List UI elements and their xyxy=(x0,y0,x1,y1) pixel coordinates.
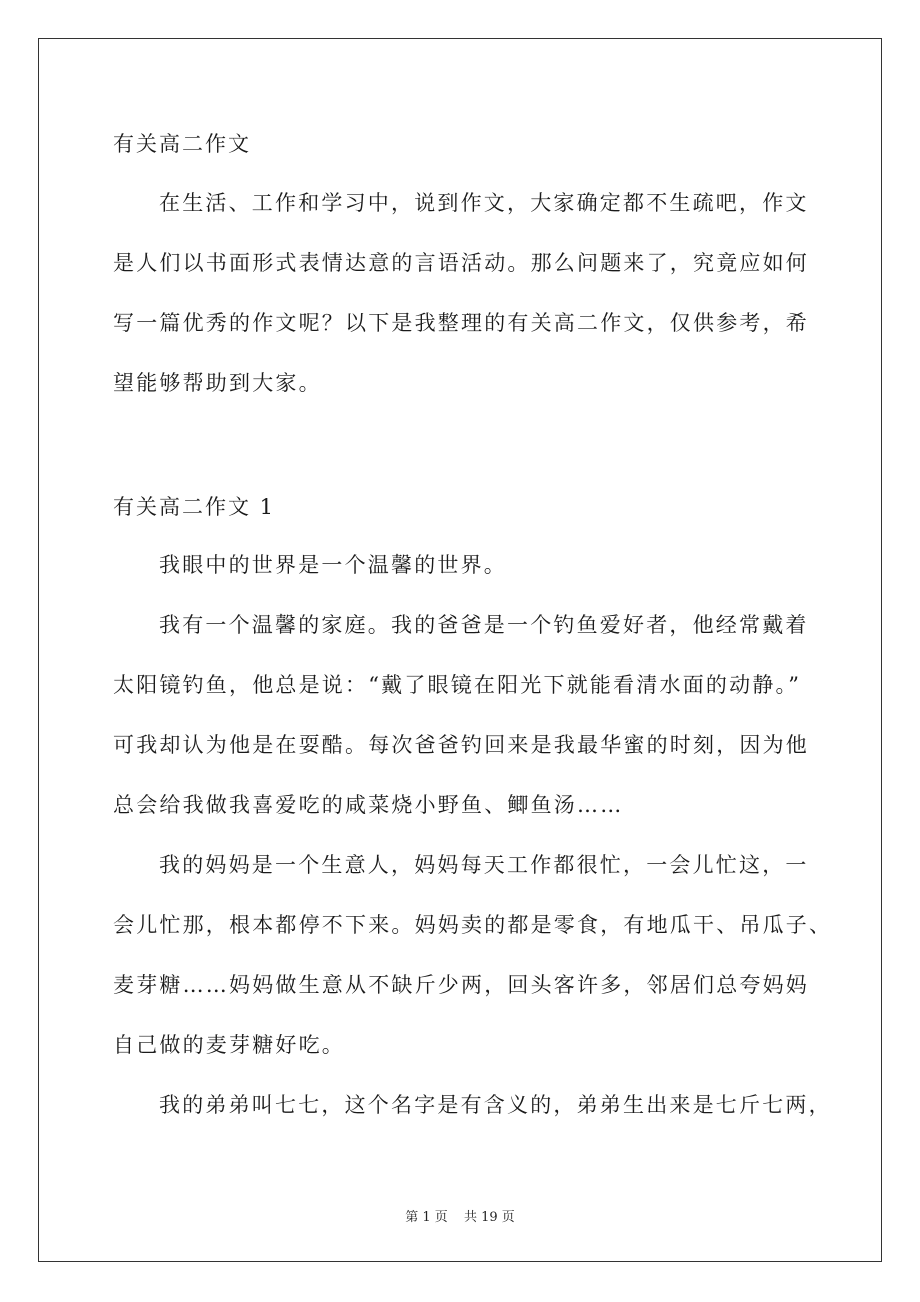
page-total: 共 19 页 xyxy=(463,1210,515,1225)
page-number: 第 1 页 xyxy=(405,1210,448,1225)
page-footer xyxy=(0,1206,920,1225)
body-line: 自己做的麦芽糖好吃。 xyxy=(113,1033,345,1057)
body-line: 我有一个温馨的家庭。我的爸爸是一个钓鱼爱好者，他经常戴着 xyxy=(159,613,809,637)
intro-line: 写一篇优秀的作文呢？以下是我整理的有关高二作文，仅供参考，希 xyxy=(113,311,809,335)
body-line: 我眼中的世界是一个温馨的世界。 xyxy=(159,553,507,577)
body-line: 我的妈妈是一个生意人，妈妈每天工作都很忙，一会儿忙这，一 xyxy=(159,853,809,877)
intro-line: 在生活、工作和学习中，说到作文，大家确定都不生疏吧，作文 xyxy=(159,191,809,215)
document-title: 有关高二作文 xyxy=(113,132,251,156)
body-line: 可我却认为他是在耍酷。每次爸爸钓回来是我最华蜜的时刻，因为他 xyxy=(113,733,809,757)
body-line: 总会给我做我喜爱吃的咸菜烧小野鱼、鲫鱼汤…… xyxy=(113,793,624,817)
body-line: 麦芽糖……妈妈做生意从不缺斤少两，回头客许多，邻居们总夸妈妈 xyxy=(113,973,809,997)
body-line: 太阳镜钓鱼，他总是说：“戴了眼镜在阳光下就能看清水面的动静。” xyxy=(113,673,802,697)
intro-line: 是人们以书面形式表情达意的言语活动。那么问题来了，究竟应如何 xyxy=(113,251,809,275)
section-title: 有关高二作文 1 xyxy=(113,495,276,519)
body-line: 会儿忙那，根本都停不下来。妈妈卖的都是零食，有地瓜干、吊瓜子、 xyxy=(113,913,833,937)
intro-line: 望能够帮助到大家。 xyxy=(113,371,322,395)
body-line: 我的弟弟叫七七，这个名字是有含义的，弟弟生出来是七斤七两， xyxy=(159,1093,832,1117)
